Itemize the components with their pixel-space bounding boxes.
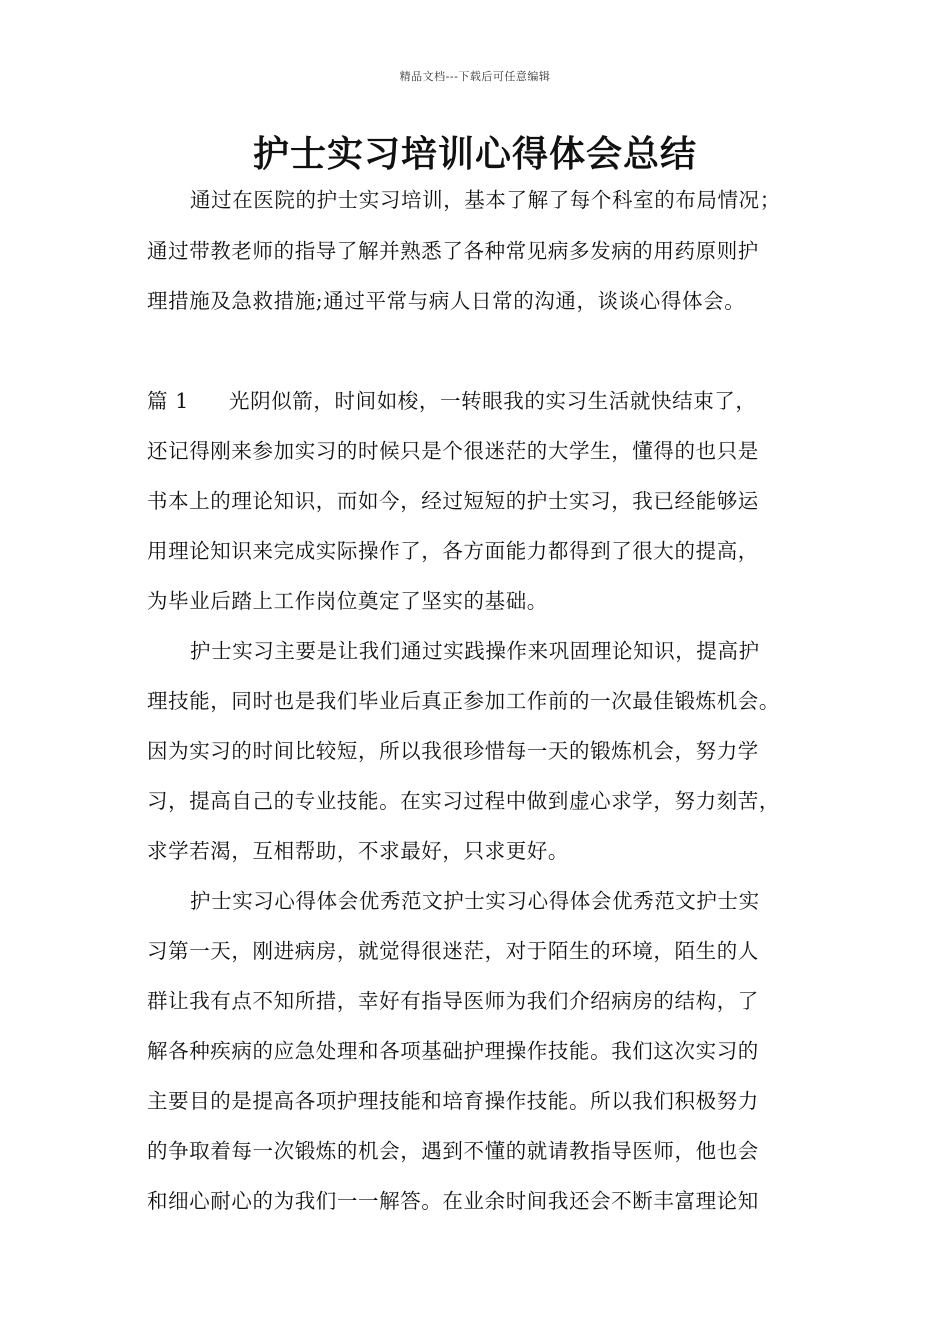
paragraph-line: 和细心耐心的为我们一一解答。在业余时间我还会不断丰富理论知	[147, 1189, 759, 1213]
paragraph-line: 因为实习的时间比较短，所以我很珍惜每一天的锻炼机会，努力学	[147, 739, 759, 763]
paragraph-line: 护士实习心得体会优秀范文护士实习心得体会优秀范文护士实	[190, 889, 760, 913]
paragraph-line: 群让我有点不知所措，幸好有指导医师为我们介绍病房的结构，了	[147, 989, 759, 1013]
intro-line: 通过带教老师的指导了解并熟悉了各种常见病多发病的用药原则护	[147, 239, 759, 263]
section-line: 用理论知识来完成实际操作了，各方面能力都得到了很大的提高，	[147, 539, 759, 563]
section-first-text: 光阴似箭，时间如梭，一转眼我的实习生活就快结束了，	[229, 389, 757, 413]
header-note: 精品文档---下载后可任意编辑	[399, 70, 551, 83]
paragraph-line: 护士实习主要是让我们通过实践操作来巩固理论知识，提高护	[190, 639, 760, 663]
section-first-line	[147, 387, 757, 415]
paragraph-line: 习第一天，刚进病房，就觉得很迷茫，对于陌生的环境，陌生的人	[147, 939, 759, 963]
paragraph-line: 求学若渴，互相帮助，不求最好，只求更好。	[147, 839, 569, 863]
section-label: 篇 1	[147, 389, 189, 413]
paragraph-line: 习，提高自己的专业技能。在实习过程中做到虚心求学，努力刻苦，	[147, 789, 780, 813]
intro-line: 通过在医院的护士实习培训，基本了解了每个科室的布局情况；	[190, 188, 781, 212]
paragraph-line: 解各种疾病的应急处理和各项基础护理操作技能。我们这次实习的	[147, 1039, 759, 1063]
intro-line: 理措施及急救措施;通过平常与病人日常的沟通，谈谈心得体会。	[147, 289, 746, 313]
section-line: 还记得刚来参加实习的时候只是个很迷茫的大学生，懂得的也只是	[147, 439, 759, 463]
paragraph-line: 的争取着每一次锻炼的机会，遇到不懂的就请教指导医师，他也会	[147, 1139, 759, 1163]
section-line: 为毕业后踏上工作岗位奠定了坚实的基础。	[147, 589, 548, 613]
paragraph-line: 主要目的是提高各项护理技能和培育操作技能。所以我们积极努力	[147, 1089, 759, 1113]
paragraph-line: 理技能，同时也是我们毕业后真正参加工作前的一次最佳锻炼机会。	[147, 689, 780, 713]
section-line: 书本上的理论知识，而如今，经过短短的护士实习，我已经能够运	[147, 489, 759, 513]
document-title: 护士实习培训心得体会总结	[252, 134, 697, 175]
